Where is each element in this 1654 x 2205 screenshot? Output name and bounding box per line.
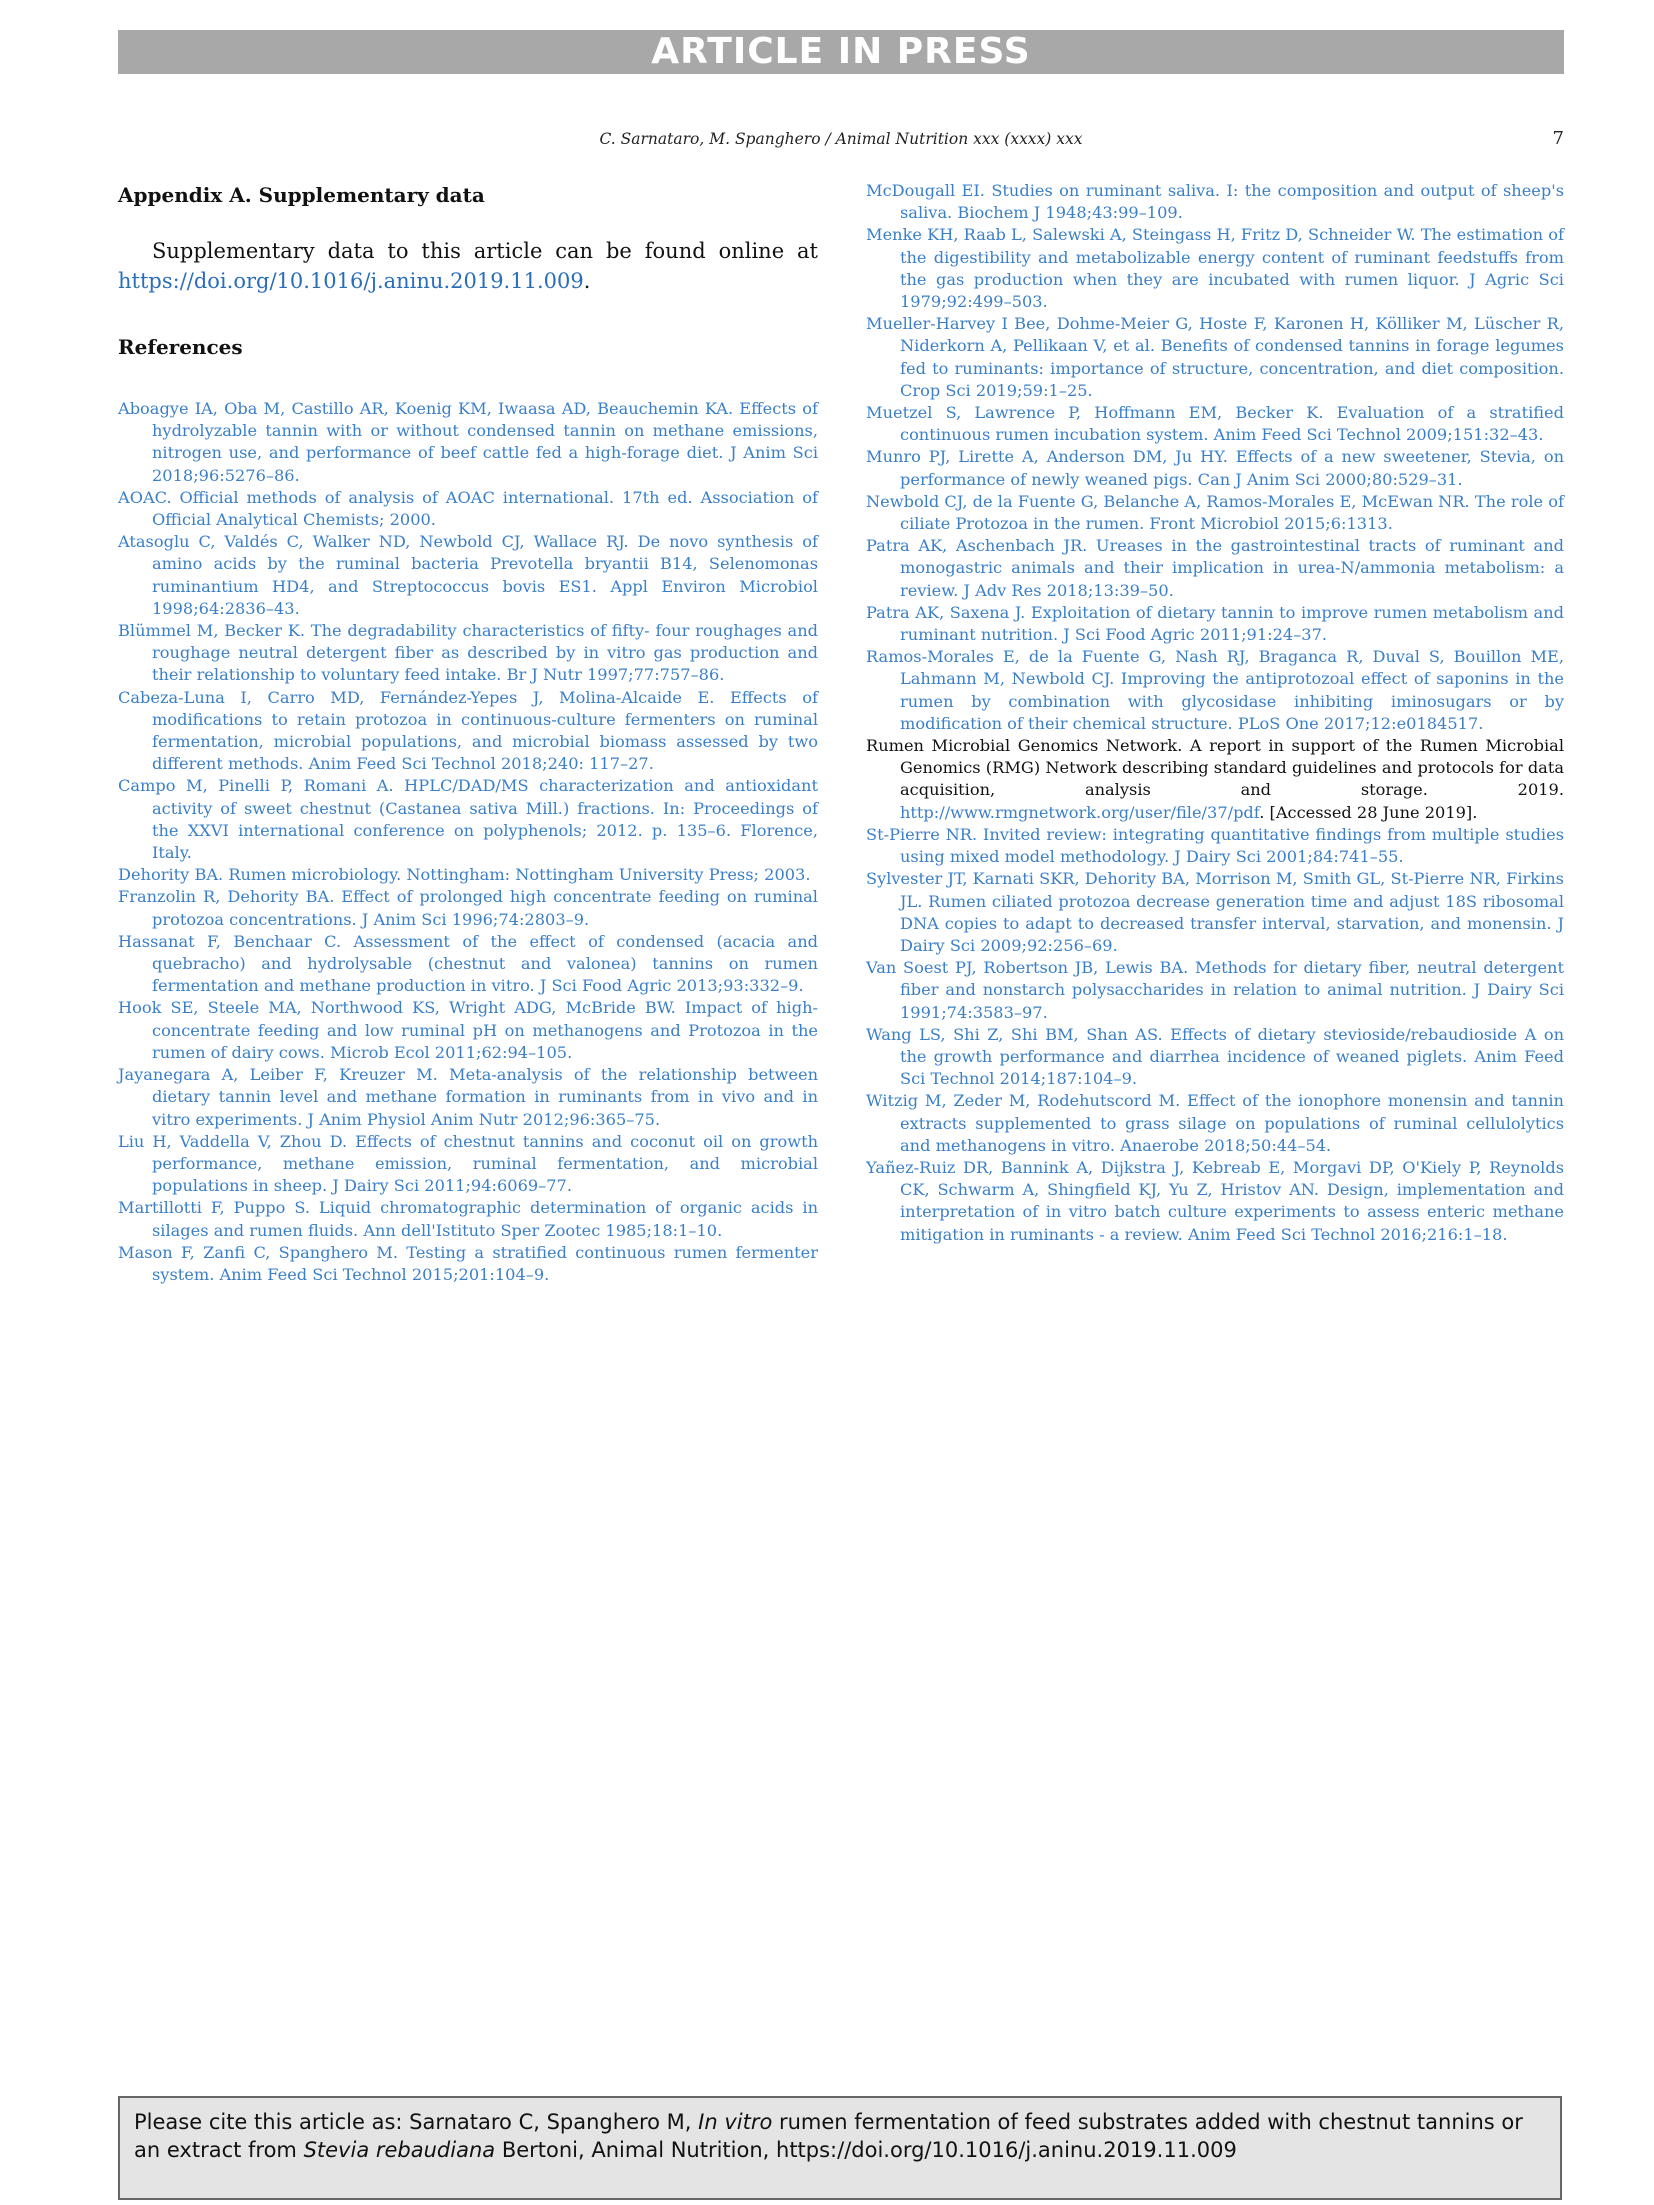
citation-italic-stevia: Stevia rebaudiana bbox=[303, 2138, 496, 2162]
reference-item[interactable]: St-Pierre NR. Invited review: integrating quantitative findings from multiple studies using mixed model methodology. J Dairy Sci 2001;84:741–55. bbox=[866, 824, 1564, 867]
reference-item[interactable]: Hook SE, Steele MA, Northwood KS, Wright ADG, McBride BW. Impact of high-concentrate feeding and low ruminal pH on methanogens and Protozoa in the rumen of dairy cows. Microb Ecol 2011;62:94–105. bbox=[118, 998, 818, 1062]
reference-item[interactable]: Liu H, Vaddella V, Zhou D. Effects of chestnut tannins and coconut oil on growth performance, methane emission, ruminal fermentation, and microbial populations in sheep. J Dairy Sci 2011;94:6069–77. bbox=[118, 1131, 818, 1196]
reference-item[interactable]: Yañez-Ruiz DR, Bannink A, Dijkstra J, Kebreab E, Morgavi DP, O'Kiely P, Reynolds CK, Schwarm A, Shingfield KJ, Yu Z, Hristov AN. Design, implementation and interpretation of in vitro batch culture experiments to assess enteric methane mitigation in ruminants - a review. Anim Feed Sci Technol 2016;216:1–18. bbox=[866, 1157, 1564, 1244]
reference-item[interactable]: Munro PJ, Lirette A, Anderson DM, Ju HY. Effects of a new sweetener, Stevia, on performance of newly weaned pigs. Can J Anim Sci 2000;80:529–31. bbox=[866, 447, 1564, 489]
reference-item[interactable]: Newbold CJ, de la Fuente G, Belanche A, Ramos-Morales E, McEwan NR. The role of ciliate Protozoa in the rumen. Front Microbiol 2015;6:1313. bbox=[866, 491, 1564, 534]
references-list-right bbox=[866, 180, 1564, 1246]
reference-item[interactable]: Aboagye IA, Oba M, Castillo AR, Koenig KM, Iwaasa AD, Beauchemin KA. Effects of hydrolyzable tannin with or without condensed tannin on methane emissions, nitrogen use, and performance of beef cattle fed a high-forage diet. J Anim Sci 2018;96:5276–86. bbox=[118, 399, 818, 485]
supplementary-text-start: Supplementary data to this article can be found online at bbox=[152, 239, 818, 263]
reference-item[interactable]: Patra AK, Aschenbach JR. Ureases in the gastrointestinal tracts of ruminant and monogastric animals and their implication in urea-N/ammonia metabolism: a review. J Adv Res 2018;13:39–50. bbox=[866, 536, 1564, 600]
references-heading: References bbox=[118, 335, 243, 359]
reference-item[interactable]: Martillotti F, Puppo S. Liquid chromatographic determination of organic acids in silages and rumen fluids. Ann dell'Istituto Sper Zootec 1985;18:1–10. bbox=[118, 1198, 818, 1240]
citation-middle: rumen fermentation of feed substrates added with chestnut tannins or an extract from bbox=[134, 2110, 1523, 2162]
reference-item[interactable]: Blümmel M, Becker K. The degradability characteristics of fifty- four roughages and roughage neutral detergent fiber as described by in vitro gas production and their relationship to voluntary feed intake. Br J Nutr 1997;77:757–86. bbox=[118, 621, 818, 685]
reference-item[interactable]: Campo M, Pinelli P, Romani A. HPLC/DAD/MS characterization and antioxidant activity of sweet chestnut (Castanea sativa Mill.) fractions. In: Proceedings of the XXVI international conference on polyphenols; 2012. p. 135–6. Florence, Italy. bbox=[118, 776, 818, 863]
page-number: 7 bbox=[1552, 128, 1564, 149]
reference-item[interactable]: Dehority BA. Rumen microbiology. Nottingham: Nottingham University Press; 2003. bbox=[118, 865, 811, 885]
reference-item[interactable]: Hassanat F, Benchaar C. Assessment of the effect of condensed (acacia and quebracho) and hydrolysable (chestnut and valonea) tannins on rumen fermentation and methane production in vitro. J Sci Food Agric 2013;93:332–9. bbox=[118, 931, 818, 996]
supplementary-link[interactable]: https://doi.org/10.1016/j.aninu.2019.11.009 bbox=[118, 269, 584, 293]
rmg-link[interactable]: http://www.rmgnetwork.org/user/file/37/pdf bbox=[900, 802, 1260, 822]
right-column bbox=[866, 180, 1564, 1246]
supplementary-text-end: . bbox=[583, 269, 591, 293]
reference-item-rmg bbox=[866, 735, 1564, 824]
reference-item[interactable]: Muetzel S, Lawrence P, Hoffmann EM, Becker K. Evaluation of a stratified continuous rumen incubation system. Anim Feed Sci Technol 2009;151:32–43. bbox=[866, 403, 1564, 445]
appendix-heading: Appendix A. Supplementary data bbox=[118, 183, 485, 207]
reference-item[interactable]: Witzig M, Zeder M, Rodehutscord M. Effect of the ionophore monensin and tannin extracts supplemented to grass silage on populations of ruminal cellulolytics and methanogens in vitro. Anaerobe 2018;50:44–54. bbox=[866, 1091, 1564, 1155]
reference-item[interactable]: Sylvester JT, Karnati SKR, Dehority BA, Morrison M, Smith GL, St-Pierre NR, Firkins JL. Rumen ciliated protozoa decrease generation time and adjust 18S ribosomal DNA copies to adapt to decreased transfer interval, starvation, and monensin. J Dairy Sci 2009;92:256–69. bbox=[866, 869, 1564, 955]
left-column bbox=[118, 180, 818, 1286]
citation-italic-in-vitro: In vitro bbox=[698, 2110, 773, 2134]
reference-item[interactable]: AOAC. Official methods of analysis of AOAC international. 17th ed. Association of Official Analytical Chemists; 2000. bbox=[118, 487, 818, 530]
citation-box bbox=[118, 2096, 1562, 2200]
citation-suffix: Bertoni, Animal Nutrition, https://doi.org/10.1016/j.aninu.2019.11.009 bbox=[495, 2138, 1237, 2162]
reference-item[interactable]: Wang LS, Shi Z, Shi BM, Shan AS. Effects of dietary stevioside/rebaudioside A on the growth performance and diarrhea incidence of weaned piglets. Anim Feed Sci Technol 2014;187:104–9. bbox=[866, 1024, 1564, 1089]
reference-item[interactable]: Van Soest PJ, Robertson JB, Lewis BA. Methods for dietary fiber, neutral detergent fiber and nonstarch polysaccharides in relation to animal nutrition. J Dairy Sci 1991;74:3583–97. bbox=[866, 958, 1564, 1022]
rmg-text-end: . [Accessed 28 June 2019]. bbox=[1259, 802, 1478, 822]
reference-item[interactable]: McDougall EI. Studies on ruminant saliva. I: the composition and output of sheep's saliva. Biochem J 1948;43:99–109. bbox=[866, 181, 1564, 223]
supplementary-text bbox=[118, 236, 818, 296]
reference-item[interactable]: Jayanegara A, Leiber F, Kreuzer M. Meta-analysis of the relationship between dietary tannin level and methane formation in ruminants from in vivo and in vitro experiments. J Anim Physiol Anim Nutr 2012;96:365–75. bbox=[118, 1065, 818, 1129]
citation-prefix: Please cite this article as: Sarnataro C, Spanghero M, bbox=[134, 2110, 699, 2134]
reference-item[interactable]: Atasoglu C, Valdés C, Walker ND, Newbold CJ, Wallace RJ. De novo synthesis of amino acids by the ruminal bacteria Prevotella bryantii B14, Selenomonas ruminantium HD4, and Streptococcus bovis ES1. Appl Environ Microbiol 1998;64:2836–43. bbox=[118, 532, 818, 618]
reference-item[interactable]: Mason F, Zanfi C, Spanghero M. Testing a stratified continuous rumen fermenter system. Anim Feed Sci Technol 2015;201:104–9. bbox=[118, 1242, 818, 1284]
running-head bbox=[118, 130, 1564, 154]
reference-item[interactable]: Franzolin R, Dehority BA. Effect of prolonged high concentrate feeding on ruminal protozoa concentrations. J Anim Sci 1996;74:2803–9. bbox=[118, 887, 818, 929]
reference-item[interactable]: Mueller-Harvey I Bee, Dohme-Meier G, Hoste F, Karonen H, Kölliker M, Lüscher R, Niderkorn A, Pellikaan V, et al. Benefits of condensed tannins in forage legumes fed to ruminants: importance of structure, concentration, and diet composition. Crop Sci 2019;59:1–25. bbox=[866, 314, 1564, 400]
reference-item[interactable]: Menke KH, Raab L, Salewski A, Steingass H, Fritz D, Schneider W. The estimation of the digestibility and metabolizable energy content of ruminant feedstuffs from the gas production when they are incubated with rumen liquor. J Agric Sci 1979;92:499–503. bbox=[866, 225, 1564, 312]
reference-item[interactable]: Patra AK, Saxena J. Exploitation of dietary tannin to improve rumen metabolism and ruminant nutrition. J Sci Food Agric 2011;91:24–37. bbox=[866, 602, 1564, 645]
references-list-left bbox=[118, 398, 818, 1286]
reference-item[interactable]: Ramos-Morales E, de la Fuente G, Nash RJ, Braganca R, Duval S, Bouillon ME, Lahmann M, Newbold CJ. Improving the antiprotozoal effect of saponins in the rumen by combination with glycosidase inhibiting iminosugars or by modification of their chemical structure. PLoS One 2017;12:e0184517. bbox=[866, 647, 1564, 733]
rmg-text: Rumen Microbial Genomics Network. A report in support of the Rumen Microbial Genomics (RMG) Network describing standard guidelines and protocols for data acquisition, analysis and storage. 2019. bbox=[866, 736, 1564, 800]
running-head-authors: C. Sarnataro, M. Spanghero / Animal Nutrition xxx (xxxx) xxx bbox=[599, 130, 1083, 148]
article-in-press-banner: ARTICLE IN PRESS bbox=[118, 30, 1564, 74]
reference-item[interactable]: Cabeza-Luna I, Carro MD, Fernández-Yepes J, Molina-Alcaide E. Effects of modifications to retain protozoa in continuous-culture fermenters on ruminal fermentation, microbial populations, and microbial biomass assessed by two different methods. Anim Feed Sci Technol 2018;240: 117–27. bbox=[118, 687, 818, 774]
